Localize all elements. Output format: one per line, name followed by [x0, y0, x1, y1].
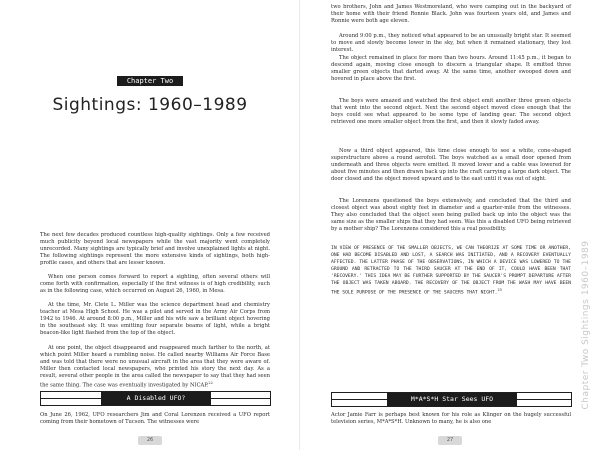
right-paragraph-7: Actor Jamie Farr is perhaps best known for his role as Klinger on the hugely successful television series, M*A*S*H. Unknown to many, he is also one: [331, 412, 571, 425]
right-paragraph-2: Around 9:00 p.m., they noticed what appeared to be an unusually bright star. It seemed to move and slowly become lower in the sky, but when it remained stationary, they lost interest.: [331, 33, 571, 53]
left-paragraph-5: On June 26, 1962, UFO researchers Jim and Coral Lorenzen received a UFO report coming from their hometown of Tucson. The witnesses were: [40, 412, 270, 425]
right-paragraph-1: two brothers, John and James Westmoreland, who were camping out in the backyard of their home with their friend Ronnie Black. John was fourteen years old, and James and Ronnie were both age eleven.: [331, 4, 571, 24]
footnote-22: 22: [208, 380, 213, 385]
section-head-mash: [331, 392, 572, 407]
section-head-disabled-ufo-text: A Disabled UFO?: [101, 392, 211, 405]
left-paragraph-3: At the time, Mr. Clete L. Miller was the science department head and chemistry teacher at Mesa High School. He was a pilot and served in the Army Air Corps from 1942 to 1946. At around 8:00 p.m., Miller and his wife saw a brilliant object hovering in the southeast sky. It was emitting four separate beams of light, while a bright beacon-like light flashed from the top of the object.: [40, 302, 270, 336]
left-paragraph-4: At one point, the object disappeared and reappeared much farther to the north, at which point Miller heard a rumbling noise. He called nearby Williams Air Force Base and was told that there were no unusual aircraft in the area that they were aware of. Miller then contacted local newspapers, who printed his story the next day. As a result, several other people in the area called the newspaper to say that they had seen the same thing. The case was eventually investigated by NICAP.$^{22}$: [40, 345, 270, 389]
right-paragraph-6: The Lorenzens questioned the boys extensively, and concluded that the third and closest object was about eighty feet in diameter and a quarter-mile from the witnesses. They also concluded that the object seen being pulled back up into the object was the same size as the smaller ships that they had seen. Was this a disabled UFO being retrieved by a mother ship? The Lorenzens considered this a real possibility.: [331, 198, 571, 232]
side-chapter-tab: [578, 240, 594, 410]
left-paragraph-2: When one person comes forward to report a sighting, often several others will come forth with confirmation, especially if the first witness is of high credibility, such as in the following case, which occurred on August 26, 1960, in Mesa.: [40, 274, 270, 294]
block-quote: IN VIEW OF PRESENCE OF THE SMALLER OBJECTS, WE CAN THEORIZE AT SOME TIME OR ANOTHER, ONE HAD BECOME DISABLED AND LOST, A SEARCH WAS INITIATED, AND A RECOVERY EVENTUALLY AFFECTED. THE LATTER PHASE OF THE OBSERVATIONS, IN WHICH A DEVICE WAS LOWERED TO THE GROUND AND RETRACTED TO THE THIRD SAUCER AT THE END OF IT, COULD HAVE BEEN THAT 'RECOVERY.' THIS IDEA MAY BE FURTHER SUPPORTED BY THE SAUCER'S PROMPT DEPARTURE AFTER THE OBJECT WAS TAKEN ABOARD. THE RECOVERY OF THE OBJECT FROM THE WASH MAY HAVE BEEN THE SOLE PURPOSE OF THE PRESENCE OF THE SAUCERS THAT NIGHT.$^{23}$: [331, 246, 571, 296]
chapter-title: Sightings: 1960–1989: [52, 95, 248, 115]
right-paragraph-5: Now a third object appeared, this time close enough to see a white, cone-shaped superstructure above a round aerofoil. The boys watched as a small door opened from underneath and three objects were emitted. It moved lower and a cable was lowered for about five minutes and then drawn back up into the craft carrying a large dark object. The door closed and the object moved upward and to the east until it was out of sight.: [331, 148, 571, 182]
page-number-left: 26: [138, 436, 162, 445]
right-paragraph-4: The boys were amazed and watched the first object emit another three green objects that went into the second object. Next the second object moved close enough that the boys could see what appeared to be some type of landing gear. The second object retrieved one more smaller object from the first, and then it slowly faded away.: [331, 98, 571, 125]
section-head-disabled-ufo: [40, 391, 271, 406]
page-number-right: 27: [438, 436, 462, 445]
section-head-mash-text: M*A*S*H Star Sees UFO: [387, 393, 517, 406]
right-page: [300, 0, 600, 450]
side-chapter-tab-text: Chapter Two Sightings 1960–1989: [581, 240, 591, 410]
chapter-label: Chapter Two: [117, 76, 183, 86]
left-paragraph-1: The next few decades produced countless high-quality sightings. Only a few received much publicity beyond local newspapers while the vast majority went completely unrecorded. Many sightings are typically brief and involve unexplained lights at night. The following sightings represent the more extensive kinds of sightings, both high-profile cases, and others that are lesser known.: [40, 232, 270, 266]
right-paragraph-3: The object remained in place for more than two hours. Around 11:45 p.m., it began to descend again, moving close enough to discern a triangular shape. It emitted three smaller green objects that darted away. At the same time, another swooped down and hovered in place above the first.: [331, 55, 571, 82]
footnote-23: 23: [497, 288, 502, 292]
